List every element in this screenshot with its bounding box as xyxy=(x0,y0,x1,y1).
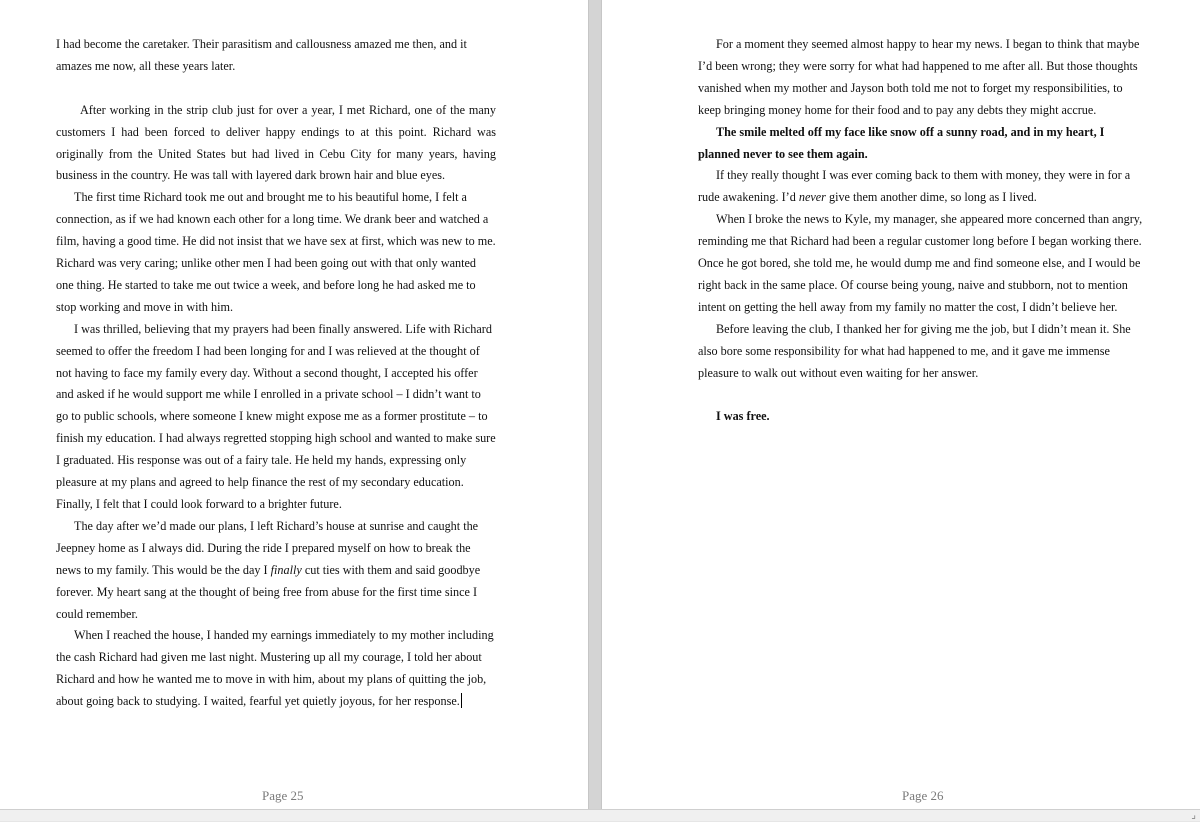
paragraph[interactable]: I had become the caretaker. Their parasitism and callousness amazed me then, and it amazes me now, all these years later. xyxy=(56,37,467,73)
paragraph[interactable] xyxy=(698,165,1144,209)
resize-grip-icon[interactable]: ⌟ xyxy=(1191,810,1196,821)
paragraph-text: When I reached the house, I handed my earnings immediately to my mother including the cash Richard had given me last night. Mustering up all my courage, I told her about Richard and how he wanted me to move in with him, about my plans of quitting the job, about going back to studying. I waited, fearful yet quietly joyous, for her response. xyxy=(56,628,494,709)
blank-line xyxy=(698,385,1144,407)
text-cursor xyxy=(461,693,462,708)
page-body-text[interactable] xyxy=(698,34,1144,428)
page-number: Page 26 xyxy=(902,788,944,803)
paragraph-text: If they really thought I was ever coming back to them with money, they were in for a rude awakening. I’d xyxy=(698,168,1131,205)
status-bar xyxy=(0,809,1200,821)
bold-paragraph[interactable]: The smile melted off my face like snow off a sunny road, and in my heart, I planned never to see them again. xyxy=(698,124,1105,161)
page-gutter xyxy=(588,0,602,809)
paragraph[interactable] xyxy=(56,516,496,626)
page-body-text[interactable] xyxy=(56,34,496,713)
emphasis-text: finally xyxy=(270,562,302,577)
paragraph[interactable]: After working in the strip club just for over a year, I met Richard, one of the many customers I had been forced to deliver happy endings to at this point. Richard was originally from the United States but had lived in Cebu City for many years, having business in the country. He was tall with layered dark brown hair and blue eyes. xyxy=(56,102,496,183)
paragraph[interactable]: The first time Richard took me out and brought me to his beautiful home, I felt a connection, as if we had known each other for a long time. We drank beer and watched a film, having a good time. He did not insist that we have sex at first, which was new to me. Richard was very caring; unlike other men I had been going out with that only wanted one thing. He started to take me out twice a week, and before long he had asked me to stop working and move in with him. xyxy=(56,190,496,314)
paragraph-text: give them another dime, so long as I lived. xyxy=(825,190,1037,205)
paragraph-text: cut ties with them and said goodbye forever. My heart sang at the thought of being free from abuse for the first time since I could remember. xyxy=(56,562,481,621)
paragraph[interactable]: For a moment they seemed almost happy to hear my news. I began to think that maybe I’d been wrong; they were sorry for what had happened to me after all. But those thoughts vanished when my mother and Jayson both told me not to forget my responsibilities, to keep bringing money home for their food and to pay any debts they might accrue. xyxy=(698,37,1140,117)
paragraph[interactable] xyxy=(56,625,496,713)
blank-line xyxy=(56,78,496,100)
emphasis-text: never xyxy=(798,190,826,205)
paragraph[interactable]: When I broke the news to Kyle, my manager, she appeared more concerned than angry, reminding me that Richard had been a regular customer long before I began working there. Once he got bored, she told me, he would dump me and find someone else, and I would be right back in the same place. Of course being young, naive and stubborn, not to mention intent on getting the hell away from my family no matter the cost, I didn’t believe her. xyxy=(698,212,1143,314)
page-number: Page 25 xyxy=(262,788,304,803)
paragraph[interactable]: Before leaving the club, I thanked her for giving me the job, but I didn’t mean it. She also bore some responsibility for what had happened to me, and it gave me immense pleasure to walk out without even waiting for her answer. xyxy=(698,321,1131,380)
document-page-26[interactable] xyxy=(602,0,1200,809)
paragraph-text: The day after we’d made our plans, I left Richard’s house at sunrise and caught the Jeepney home as I always did. During the ride I prepared myself on how to break the news to my family. This would be the day I xyxy=(56,518,479,577)
document-page-25[interactable] xyxy=(0,0,588,809)
paragraph[interactable]: I was thrilled, believing that my prayers had been finally answered. Life with Richard seemed to offer the freedom I had been longing for and I was relieved at the thought of not having to face my family every day. Without a second thought, I accepted his offer and asked if he would support me while I enrolled in a private school – I didn’t want to go to public schools, where someone I knew might expose me as a former prostitute – to finish my education. I had always regretted stopping high school and wanted to make sure I graduated. His response was out of a fairy tale. He held my hands, expressing only pleasure at my plans and agreed to help finance the rest of my secondary education. Finally, I felt that I could look forward to a brighter future. xyxy=(56,321,496,512)
bold-paragraph[interactable]: I was free. xyxy=(716,409,770,424)
